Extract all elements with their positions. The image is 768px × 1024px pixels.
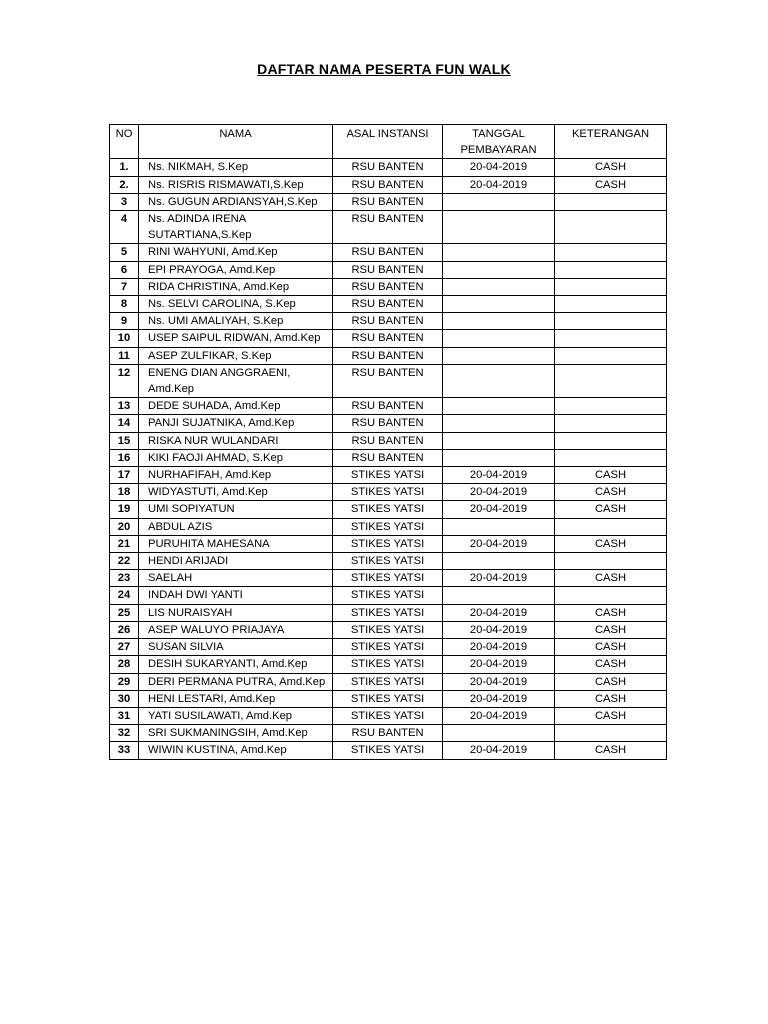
cell-tanggal-pembayaran: 20-04-2019 bbox=[443, 742, 555, 759]
cell-asal-instansi: STIKES YATSI bbox=[333, 484, 443, 501]
cell-keterangan bbox=[555, 432, 667, 449]
cell-no: 11 bbox=[110, 347, 139, 364]
table-row bbox=[110, 673, 667, 690]
cell-keterangan: CASH bbox=[555, 604, 667, 621]
table-row bbox=[110, 176, 667, 193]
cell-tanggal-pembayaran: 20-04-2019 bbox=[443, 656, 555, 673]
cell-keterangan bbox=[555, 193, 667, 210]
cell-tanggal-pembayaran bbox=[443, 518, 555, 535]
cell-asal-instansi: STIKES YATSI bbox=[333, 742, 443, 759]
cell-asal-instansi: STIKES YATSI bbox=[333, 604, 443, 621]
cell-asal-instansi: RSU BANTEN bbox=[333, 432, 443, 449]
cell-tanggal-pembayaran: 20-04-2019 bbox=[443, 159, 555, 176]
cell-keterangan bbox=[555, 330, 667, 347]
cell-no: 13 bbox=[110, 398, 139, 415]
cell-asal-instansi: STIKES YATSI bbox=[333, 587, 443, 604]
table-row bbox=[110, 553, 667, 570]
cell-no: 27 bbox=[110, 639, 139, 656]
cell-keterangan bbox=[555, 211, 667, 244]
cell-nama: RINI WAHYUNI, Amd.Kep bbox=[139, 244, 333, 261]
table-row bbox=[110, 467, 667, 484]
cell-tanggal-pembayaran bbox=[443, 261, 555, 278]
cell-keterangan: CASH bbox=[555, 467, 667, 484]
cell-tanggal-pembayaran: 20-04-2019 bbox=[443, 621, 555, 638]
cell-no: 29 bbox=[110, 673, 139, 690]
cell-nama: WIDYASTUTI, Amd.Kep bbox=[139, 484, 333, 501]
table-row bbox=[110, 604, 667, 621]
cell-nama: SRI SUKMANINGSIH, Amd.Kep bbox=[139, 725, 333, 742]
cell-asal-instansi: STIKES YATSI bbox=[333, 621, 443, 638]
table-header-row bbox=[110, 125, 667, 159]
cell-tanggal-pembayaran bbox=[443, 553, 555, 570]
cell-keterangan bbox=[555, 415, 667, 432]
cell-nama: PURUHITA MAHESANA bbox=[139, 535, 333, 552]
cell-nama: SUSAN SILVIA bbox=[139, 639, 333, 656]
cell-asal-instansi: STIKES YATSI bbox=[333, 535, 443, 552]
cell-nama: DEDE SUHADA, Amd.Kep bbox=[139, 398, 333, 415]
cell-asal-instansi: RSU BANTEN bbox=[333, 415, 443, 432]
cell-no: 33 bbox=[110, 742, 139, 759]
cell-nama: RIDA CHRISTINA, Amd.Kep bbox=[139, 278, 333, 295]
cell-tanggal-pembayaran bbox=[443, 278, 555, 295]
cell-nama: UMI SOPIYATUN bbox=[139, 501, 333, 518]
cell-nama: Ns. UMI AMALIYAH, S.Kep bbox=[139, 313, 333, 330]
cell-asal-instansi: STIKES YATSI bbox=[333, 673, 443, 690]
table-row bbox=[110, 501, 667, 518]
cell-asal-instansi: RSU BANTEN bbox=[333, 364, 443, 397]
cell-keterangan bbox=[555, 725, 667, 742]
cell-tanggal-pembayaran: 20-04-2019 bbox=[443, 604, 555, 621]
cell-asal-instansi: RSU BANTEN bbox=[333, 159, 443, 176]
cell-asal-instansi: RSU BANTEN bbox=[333, 330, 443, 347]
cell-tanggal-pembayaran: 20-04-2019 bbox=[443, 690, 555, 707]
cell-asal-instansi: RSU BANTEN bbox=[333, 176, 443, 193]
cell-keterangan: CASH bbox=[555, 570, 667, 587]
cell-nama: EPI PRAYOGA, Amd.Kep bbox=[139, 261, 333, 278]
cell-nama: ABDUL AZIS bbox=[139, 518, 333, 535]
cell-asal-instansi: RSU BANTEN bbox=[333, 398, 443, 415]
cell-no: 30 bbox=[110, 690, 139, 707]
cell-keterangan bbox=[555, 261, 667, 278]
cell-tanggal-pembayaran: 20-04-2019 bbox=[443, 484, 555, 501]
cell-nama: USEP SAIPUL RIDWAN, Amd.Kep bbox=[139, 330, 333, 347]
cell-nama: NURHAFIFAH, Amd.Kep bbox=[139, 467, 333, 484]
cell-nama: DERI PERMANA PUTRA, Amd.Kep bbox=[139, 673, 333, 690]
cell-nama: RISKA NUR WULANDARI bbox=[139, 432, 333, 449]
cell-nama: Ns. SELVI CAROLINA, S.Kep bbox=[139, 296, 333, 313]
cell-tanggal-pembayaran bbox=[443, 193, 555, 210]
cell-no: 4 bbox=[110, 211, 139, 244]
table-row bbox=[110, 518, 667, 535]
cell-tanggal-pembayaran bbox=[443, 296, 555, 313]
cell-keterangan: CASH bbox=[555, 176, 667, 193]
cell-nama: SAELAH bbox=[139, 570, 333, 587]
cell-tanggal-pembayaran: 20-04-2019 bbox=[443, 501, 555, 518]
cell-nama: HENI LESTARI, Amd.Kep bbox=[139, 690, 333, 707]
cell-asal-instansi: STIKES YATSI bbox=[333, 656, 443, 673]
cell-no: 25 bbox=[110, 604, 139, 621]
cell-no: 32 bbox=[110, 725, 139, 742]
table-row bbox=[110, 364, 667, 397]
cell-tanggal-pembayaran: 20-04-2019 bbox=[443, 639, 555, 656]
table-row bbox=[110, 690, 667, 707]
cell-keterangan bbox=[555, 364, 667, 397]
cell-nama: Ns. GUGUN ARDIANSYAH,S.Kep bbox=[139, 193, 333, 210]
cell-asal-instansi: STIKES YATSI bbox=[333, 707, 443, 724]
cell-keterangan bbox=[555, 313, 667, 330]
table-row bbox=[110, 415, 667, 432]
table-row bbox=[110, 211, 667, 244]
cell-no: 18 bbox=[110, 484, 139, 501]
cell-keterangan: CASH bbox=[555, 535, 667, 552]
cell-tanggal-pembayaran bbox=[443, 330, 555, 347]
table-row bbox=[110, 725, 667, 742]
table-row bbox=[110, 484, 667, 501]
cell-no: 31 bbox=[110, 707, 139, 724]
table-row bbox=[110, 587, 667, 604]
cell-nama: WIWIN KUSTINA, Amd.Kep bbox=[139, 742, 333, 759]
cell-no: 26 bbox=[110, 621, 139, 638]
cell-nama: Ns. ADINDA IRENA SUTARTIANA,S.Kep bbox=[139, 211, 333, 244]
cell-no: 17 bbox=[110, 467, 139, 484]
cell-asal-instansi: STIKES YATSI bbox=[333, 518, 443, 535]
table-row bbox=[110, 296, 667, 313]
cell-no: 7 bbox=[110, 278, 139, 295]
cell-keterangan bbox=[555, 398, 667, 415]
cell-asal-instansi: STIKES YATSI bbox=[333, 570, 443, 587]
cell-asal-instansi: STIKES YATSI bbox=[333, 501, 443, 518]
cell-keterangan: CASH bbox=[555, 159, 667, 176]
column-header-no: NO bbox=[110, 125, 139, 159]
cell-asal-instansi: RSU BANTEN bbox=[333, 347, 443, 364]
cell-no: 3 bbox=[110, 193, 139, 210]
cell-nama: ENENG DIAN ANGGRAENI, Amd.Kep bbox=[139, 364, 333, 397]
cell-asal-instansi: STIKES YATSI bbox=[333, 553, 443, 570]
table-row bbox=[110, 449, 667, 466]
cell-no: 9 bbox=[110, 313, 139, 330]
table-row bbox=[110, 313, 667, 330]
cell-keterangan: CASH bbox=[555, 621, 667, 638]
cell-keterangan bbox=[555, 347, 667, 364]
table-row bbox=[110, 261, 667, 278]
cell-keterangan bbox=[555, 449, 667, 466]
cell-no: 28 bbox=[110, 656, 139, 673]
cell-asal-instansi: RSU BANTEN bbox=[333, 313, 443, 330]
column-header-asal-instansi: ASAL INSTANSI bbox=[333, 125, 443, 159]
cell-asal-instansi: RSU BANTEN bbox=[333, 211, 443, 244]
cell-tanggal-pembayaran bbox=[443, 211, 555, 244]
cell-nama: LIS NURAISYAH bbox=[139, 604, 333, 621]
cell-keterangan: CASH bbox=[555, 690, 667, 707]
cell-no: 19 bbox=[110, 501, 139, 518]
cell-nama: ASEP ZULFIKAR, S.Kep bbox=[139, 347, 333, 364]
document-title: DAFTAR NAMA PESERTA FUN WALK bbox=[257, 61, 511, 77]
cell-no: 5 bbox=[110, 244, 139, 261]
table-row bbox=[110, 432, 667, 449]
cell-keterangan bbox=[555, 518, 667, 535]
table-row bbox=[110, 535, 667, 552]
table-row bbox=[110, 193, 667, 210]
cell-keterangan: CASH bbox=[555, 501, 667, 518]
cell-nama: DESIH SUKARYANTI, Amd.Kep bbox=[139, 656, 333, 673]
table-row bbox=[110, 742, 667, 759]
table-row bbox=[110, 244, 667, 261]
cell-nama: Ns. RISRIS RISMAWATI,S.Kep bbox=[139, 176, 333, 193]
cell-tanggal-pembayaran bbox=[443, 415, 555, 432]
cell-nama: PANJI SUJATNIKA, Amd.Kep bbox=[139, 415, 333, 432]
cell-asal-instansi: STIKES YATSI bbox=[333, 467, 443, 484]
cell-tanggal-pembayaran bbox=[443, 244, 555, 261]
cell-keterangan: CASH bbox=[555, 639, 667, 656]
cell-asal-instansi: STIKES YATSI bbox=[333, 690, 443, 707]
cell-nama: HENDI ARIJADI bbox=[139, 553, 333, 570]
cell-tanggal-pembayaran bbox=[443, 449, 555, 466]
column-header-nama: NAMA bbox=[139, 125, 333, 159]
cell-tanggal-pembayaran bbox=[443, 587, 555, 604]
cell-tanggal-pembayaran: 20-04-2019 bbox=[443, 707, 555, 724]
participant-table bbox=[109, 124, 667, 760]
cell-tanggal-pembayaran bbox=[443, 725, 555, 742]
cell-tanggal-pembayaran bbox=[443, 432, 555, 449]
cell-nama: YATI SUSILAWATI, Amd.Kep bbox=[139, 707, 333, 724]
column-header-tanggal-pembayaran: TANGGAL PEMBAYARAN bbox=[443, 125, 555, 159]
table-row bbox=[110, 639, 667, 656]
cell-tanggal-pembayaran bbox=[443, 313, 555, 330]
cell-tanggal-pembayaran: 20-04-2019 bbox=[443, 570, 555, 587]
table-row bbox=[110, 347, 667, 364]
cell-keterangan bbox=[555, 244, 667, 261]
cell-asal-instansi: RSU BANTEN bbox=[333, 725, 443, 742]
cell-keterangan: CASH bbox=[555, 484, 667, 501]
cell-nama: ASEP WALUYO PRIAJAYA bbox=[139, 621, 333, 638]
table-body bbox=[110, 159, 667, 759]
cell-asal-instansi: RSU BANTEN bbox=[333, 449, 443, 466]
cell-tanggal-pembayaran: 20-04-2019 bbox=[443, 673, 555, 690]
table-row bbox=[110, 707, 667, 724]
cell-keterangan: CASH bbox=[555, 673, 667, 690]
cell-keterangan bbox=[555, 553, 667, 570]
cell-no: 16 bbox=[110, 449, 139, 466]
cell-no: 14 bbox=[110, 415, 139, 432]
table-row bbox=[110, 159, 667, 176]
cell-no: 22 bbox=[110, 553, 139, 570]
table-row bbox=[110, 621, 667, 638]
cell-no: 8 bbox=[110, 296, 139, 313]
cell-keterangan: CASH bbox=[555, 742, 667, 759]
cell-asal-instansi: RSU BANTEN bbox=[333, 193, 443, 210]
cell-no: 6 bbox=[110, 261, 139, 278]
cell-no: 15 bbox=[110, 432, 139, 449]
cell-no: 23 bbox=[110, 570, 139, 587]
column-header-keterangan: KETERANGAN bbox=[555, 125, 667, 159]
cell-asal-instansi: RSU BANTEN bbox=[333, 261, 443, 278]
cell-nama: INDAH DWI YANTI bbox=[139, 587, 333, 604]
table-row bbox=[110, 278, 667, 295]
cell-nama: KIKI FAOJI AHMAD, S.Kep bbox=[139, 449, 333, 466]
cell-tanggal-pembayaran: 20-04-2019 bbox=[443, 535, 555, 552]
cell-keterangan: CASH bbox=[555, 707, 667, 724]
cell-tanggal-pembayaran: 20-04-2019 bbox=[443, 467, 555, 484]
cell-tanggal-pembayaran: 20-04-2019 bbox=[443, 176, 555, 193]
cell-no: 20 bbox=[110, 518, 139, 535]
cell-no: 2. bbox=[110, 176, 139, 193]
cell-asal-instansi: RSU BANTEN bbox=[333, 244, 443, 261]
cell-no: 10 bbox=[110, 330, 139, 347]
cell-keterangan bbox=[555, 278, 667, 295]
cell-no: 12 bbox=[110, 364, 139, 397]
table-row bbox=[110, 570, 667, 587]
cell-tanggal-pembayaran bbox=[443, 347, 555, 364]
cell-asal-instansi: STIKES YATSI bbox=[333, 639, 443, 656]
table-row bbox=[110, 398, 667, 415]
cell-no: 21 bbox=[110, 535, 139, 552]
cell-keterangan bbox=[555, 296, 667, 313]
cell-tanggal-pembayaran bbox=[443, 364, 555, 397]
cell-no: 24 bbox=[110, 587, 139, 604]
table-row bbox=[110, 656, 667, 673]
cell-keterangan bbox=[555, 587, 667, 604]
cell-nama: Ns. NIKMAH, S.Kep bbox=[139, 159, 333, 176]
cell-asal-instansi: RSU BANTEN bbox=[333, 278, 443, 295]
cell-tanggal-pembayaran bbox=[443, 398, 555, 415]
table-row bbox=[110, 330, 667, 347]
cell-keterangan: CASH bbox=[555, 656, 667, 673]
cell-no: 1. bbox=[110, 159, 139, 176]
cell-asal-instansi: RSU BANTEN bbox=[333, 296, 443, 313]
